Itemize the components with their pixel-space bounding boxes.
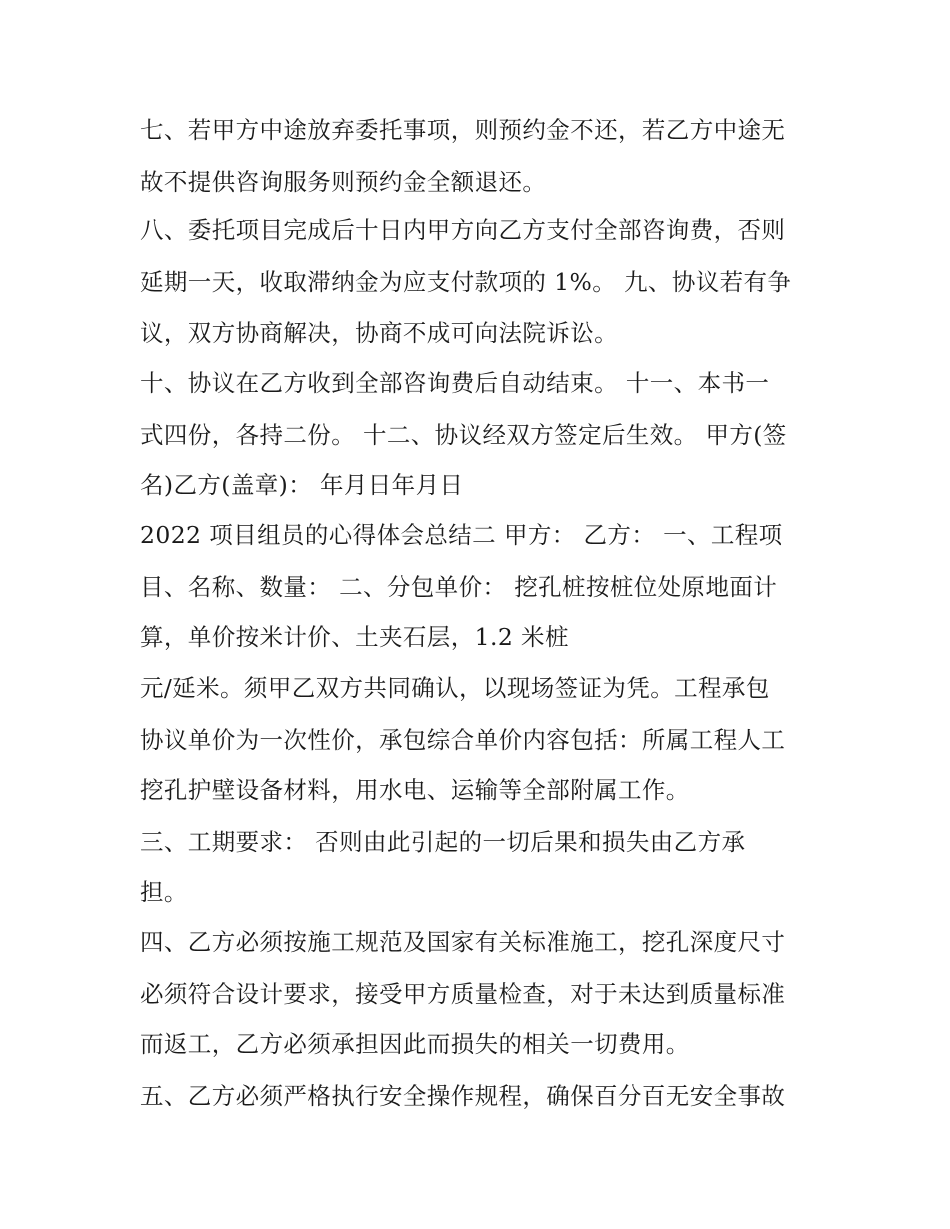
text-line: 目、名称、数量： 二、分包单价： 挖孔桩按桩位处原地面计 (140, 573, 778, 601)
text-line: 延期一天，收取滞纳金为应支付款项的 1%。 九、协议若有争 (140, 268, 792, 296)
text-line: 八、委托项目完成后十日内甲方向乙方支付全部咨询费，否则 (140, 216, 786, 244)
text-line: 式四份，各持二份。 十二、协议经双方签定后生效。 甲方(签 (140, 421, 787, 449)
text-line: 三、工期要求： 否则由此引起的一切后果和损失由乙方承 (140, 828, 746, 856)
text-line: 故不提供咨询服务则预约金全额退还。 (140, 168, 547, 196)
text-line: 而返工，乙方必须承担因此而损失的相关一切费用。 (140, 1030, 690, 1058)
text-line: 挖孔护壁设备材料，用水电、运输等全部附属工作。 (140, 776, 690, 804)
text-line: 元/延米。须甲乙双方共同确认，以现场签证为凭。工程承包 (140, 674, 770, 702)
text-line: 十、协议在乙方收到全部咨询费后自动结束。 十一、本书一 (140, 369, 770, 397)
text-line: 名)乙方(盖章)： 年月日年月日 (140, 471, 464, 499)
text-line: 协议单价为一次性价，承包综合单价内容包括：所属工程人工 (140, 726, 786, 754)
text-line: 七、若甲方中途放弃委托事项，则预约金不还，若乙方中途无 (140, 116, 786, 144)
text-line: 必须符合设计要求，接受甲方质量检查，对于未达到质量标准 (140, 980, 786, 1008)
text-line: 四、乙方必须按施工规范及国家有关标准施工，挖孔深度尺寸 (140, 928, 786, 956)
text-line: 五、乙方必须严格执行安全操作规程，确保百分百无安全事故 (140, 1082, 786, 1110)
text-line: 议，双方协商解决，协商不成可向法院诉讼。 (140, 319, 618, 347)
text-line: 担。 (140, 878, 188, 906)
text-line: 2022 项目组员的心得体会总结二 甲方： 乙方： 一、工程项 (140, 521, 783, 549)
text-line: 算，单价按米计价、土夹石层，1.2 米桩 (140, 623, 569, 651)
